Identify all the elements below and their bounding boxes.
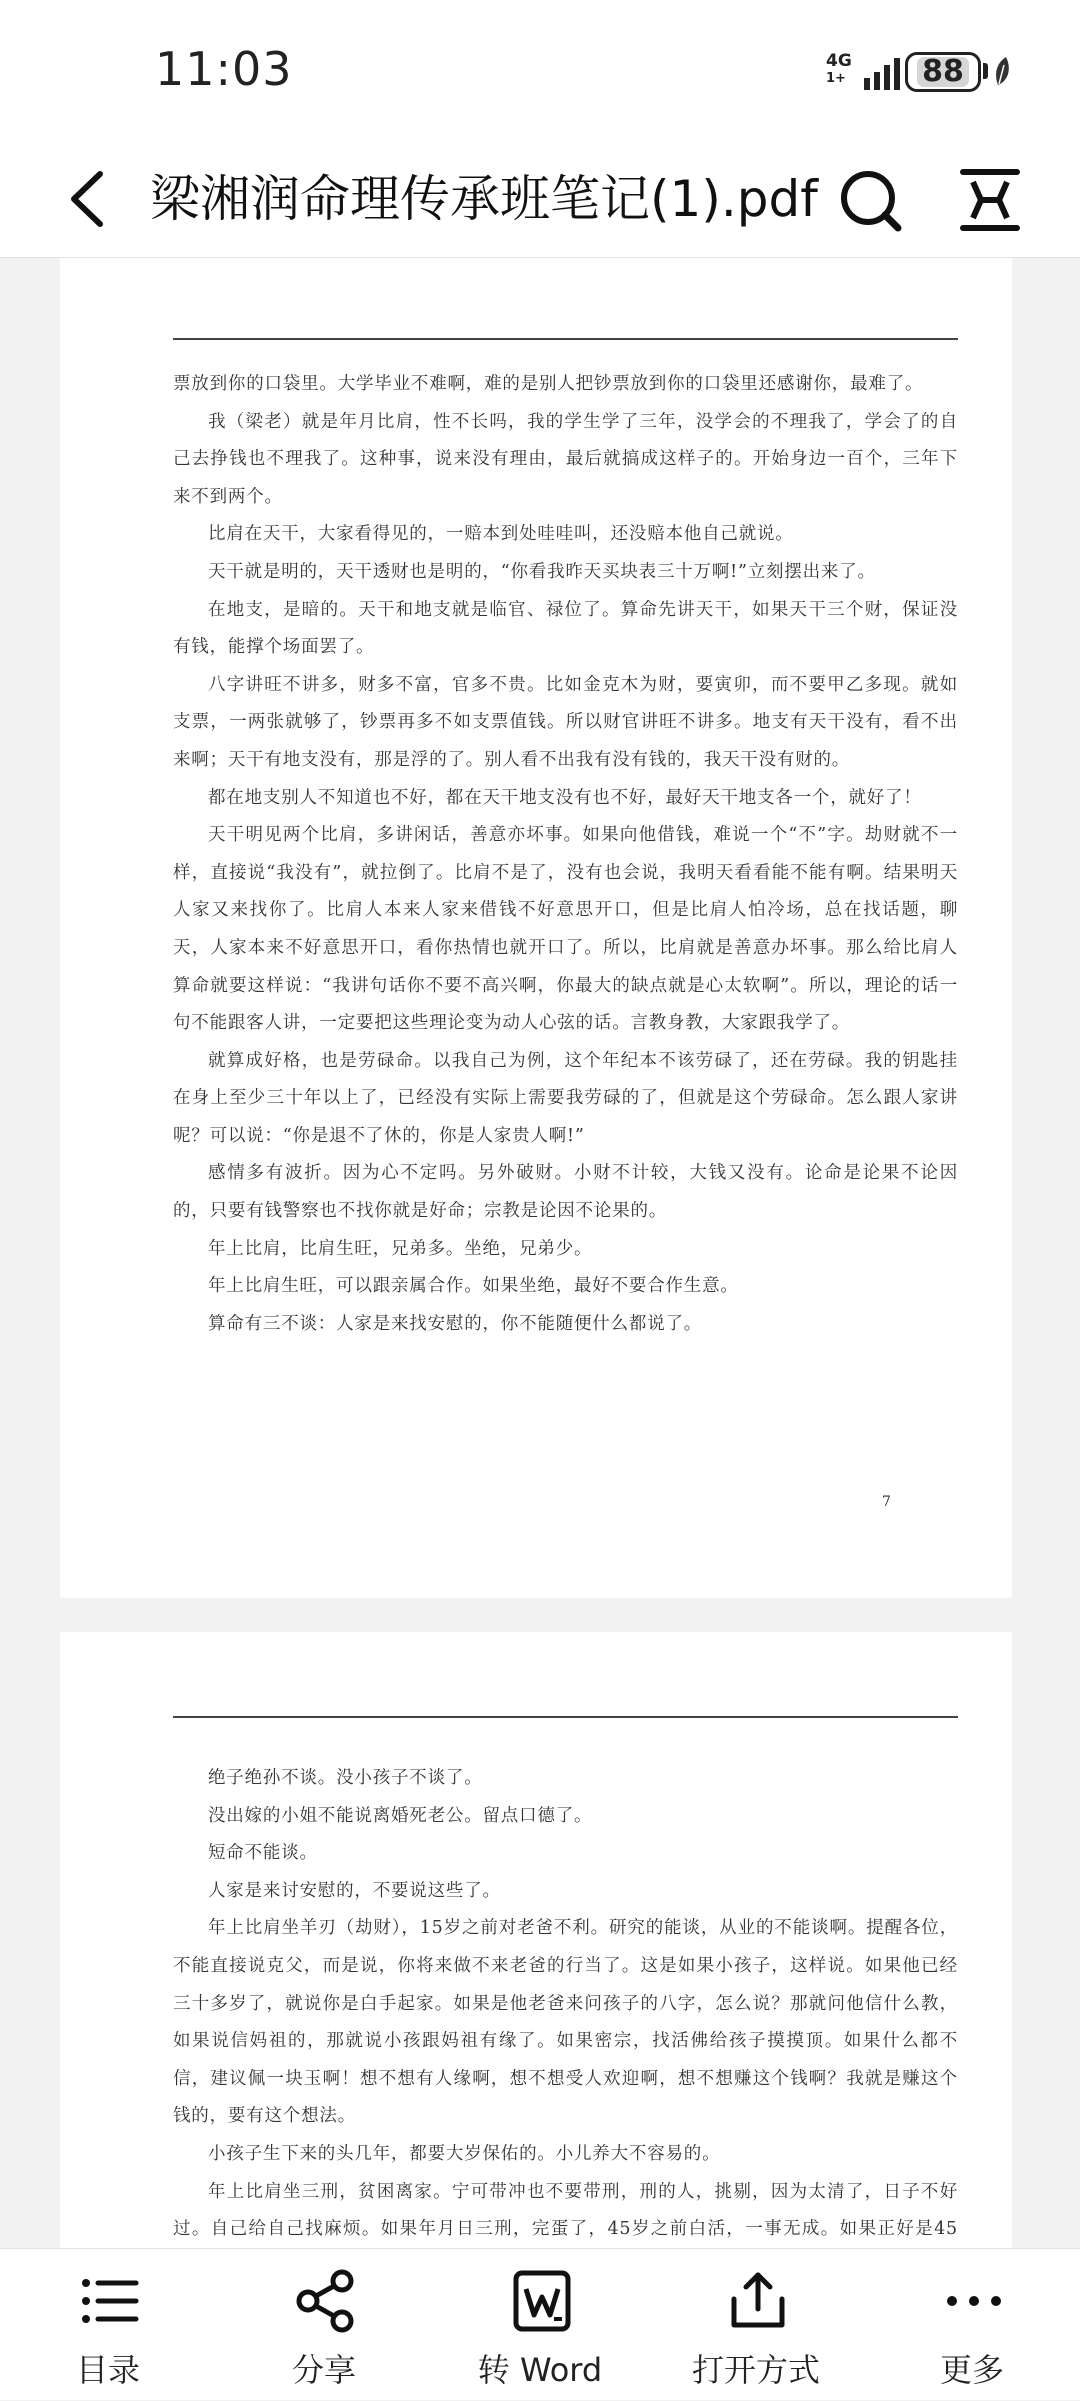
paragraph: 票放到你的口袋里。大学毕业不难啊，难的是别人把钞票放到你的口袋里还感谢你，最难了。 bbox=[173, 374, 924, 394]
back-arrow-icon[interactable] bbox=[58, 160, 128, 238]
clock: 11:03 bbox=[155, 42, 293, 96]
network-sub-label: 1+ bbox=[826, 71, 846, 86]
page-text bbox=[173, 366, 958, 1343]
paragraph: 算命有三不谈：人家是来找安慰的，你不能随便什么都说了。 bbox=[208, 1313, 703, 1334]
open-with-button[interactable] bbox=[656, 2249, 856, 2401]
toc-button[interactable] bbox=[8, 2249, 208, 2401]
pdf-page-8 bbox=[60, 1632, 1012, 2332]
pdf-page-7 bbox=[60, 258, 1012, 1598]
share-label: 分享 bbox=[291, 2351, 356, 2389]
open-with-icon bbox=[726, 2269, 790, 2333]
page-text bbox=[173, 1760, 958, 2286]
page-mode-icon[interactable] bbox=[955, 164, 1025, 236]
more-dots-icon bbox=[942, 2269, 1006, 2333]
paragraph: 天干就是明的，天干透财也是明的，“你看我昨天买块表三十万啊!”立刻摆出来了。 bbox=[208, 561, 876, 582]
paragraph: 年上比肩生旺，可以跟亲属合作。如果坐绝，最好不要合作生意。 bbox=[208, 1276, 739, 1297]
list-icon bbox=[78, 2269, 142, 2333]
status-bar bbox=[0, 0, 1080, 140]
paragraph: 没出嫁的小姐不能说离婚死老公。留点口德了。 bbox=[208, 1805, 593, 1826]
paragraph: 在地支，是暗的。天干和地支就是临官、禄位了。算命先讲天干，如果天干三个财，保证没有钱，能撑个场面罢了。 bbox=[173, 599, 958, 658]
share-button[interactable] bbox=[224, 2249, 424, 2401]
network-type-label bbox=[826, 52, 852, 88]
paragraph: 天干明见两个比肩，多讲闲话，善意亦坏事。如果向他借钱，难说一个“不”字。劫财就不一样，直接说“我没有”，就拉倒了。比肩不是了，没有也会说，我明天看看能不能有啊。结果明天人家又来找你了。比肩人本来人家来借钱不好意思开口，但是比肩人怕冷场，总在找话题，聊天，人家本来不好意思开口，看你热情也就开口了。所以，比肩就是善意办坏事。那么给比肩人算命就要这样说：“我讲句话你不要不高兴啊，你最大的缺点就是心太软啊”。所以，理论的话一句不能跟客人讲，一定要把这些理论变为动人心弦的话。言教身教，大家跟我学了。 bbox=[173, 825, 958, 1034]
toc-label: 目录 bbox=[75, 2351, 140, 2389]
battery-tip bbox=[983, 63, 988, 79]
paragraph: 感情多有波折。因为心不定吗。另外破财。小财不计较，大钱又没有。论命是论果不论因的，只要有钱警察也不找你就是好命；宗教是论因不论果的。 bbox=[173, 1163, 958, 1222]
paragraph: 人家是来讨安慰的，不要说这些了。 bbox=[208, 1880, 501, 1901]
battery-icon bbox=[905, 52, 981, 92]
paragraph: 比肩在天干，大家看得见的，一赔本到处哇哇叫，还没赔本他自己就说。 bbox=[208, 524, 794, 545]
convert-word-label: 转 Word bbox=[477, 2351, 603, 2389]
paragraph: 我（梁老）就是年月比肩，性不长吗，我的学生学了三年，没学会的不理我了，学会了的自己去挣钱也不理我了。这种事，说来没有理由，最后就搞成这样子的。开始身边一百个，三年下来不到两个。 bbox=[173, 411, 958, 507]
eco-leaf-icon bbox=[992, 55, 1012, 89]
more-button[interactable] bbox=[872, 2249, 1072, 2401]
app-header bbox=[0, 140, 1080, 258]
bottom-toolbar bbox=[0, 2248, 1080, 2400]
paragraph: 年上比肩坐三刑，贫困离家。宁可带冲也不要带刑，刑的人，挑剔，因为太清了，日子不好过。自己给自己找麻烦。如果年月日三刑，完蛋了，45岁之前白活，一事无成。如果正好是45 bbox=[173, 2181, 958, 2240]
paragraph: 年上比肩坐羊刃（劫财），15岁之前对老爸不利。研究的能谈，从业的不能谈啊。提醒各位，不能直接说克父，而是说，你将来做不来老爸的行当了。这是如果小孩子，这样说。如果他已经三十多岁了，就说你是白手起家。如果是他老爸来问孩子的八字，怎么说？那就问他信什么教，如果说信妈祖的，那就说小孩跟妈祖有缘了。如果密宗，找活佛给孩子摸摸顶。如果什么都不信，建议佩一块玉啊！想不想有人缘啊，想不想受人欢迎啊，想不想赚这个钱啊？我就是赚这个钱的，要有这个想法。 bbox=[173, 1918, 958, 2127]
word-icon bbox=[510, 2269, 574, 2333]
paragraph: 都在地支别人不知道也不好，都在天干地支没有也不好，最好天干地支各一个，就好了！ bbox=[208, 787, 922, 808]
paragraph: 年上比肩，比肩生旺，兄弟多。坐绝，兄弟少。 bbox=[208, 1238, 593, 1259]
paragraph: 绝子绝孙不谈。没小孩子不谈了。 bbox=[208, 1768, 483, 1788]
search-icon[interactable] bbox=[836, 166, 906, 236]
convert-word-button[interactable] bbox=[440, 2249, 640, 2401]
paragraph: 小孩子生下来的头几年，都要大岁保佑的。小儿养大不容易的。 bbox=[208, 2143, 721, 2164]
open-with-label: 打开方式 bbox=[691, 2351, 820, 2389]
paragraph: 短命不能谈。 bbox=[208, 1843, 318, 1864]
more-label: 更多 bbox=[939, 2351, 1004, 2389]
header-rule bbox=[173, 338, 958, 340]
document-title: 梁湘润命理传承班笔记(1).pdf bbox=[150, 170, 818, 228]
paragraph: 就算成好格，也是劳碌命。以我自己为例，这个年纪本不该劳碌了，还在劳碌。我的钥匙挂在身上至少三十年以上了，已经没有实际上需要我劳碌的了，但就是这个劳碌命。怎么跟人家讲呢？可以说：“你是退不了休的，你是人家贵人啊!” bbox=[173, 1050, 958, 1146]
pdf-viewer[interactable] bbox=[0, 258, 1080, 2248]
paragraph: 八字讲旺不讲多，财多不富，官多不贵。比如金克木为财，要寅卯，而不要甲乙多现。就如支票，一两张就够了，钞票再多不如支票值钱。所以财官讲旺不讲多。地支有天干没有，看不出来啊；天干有地支没有，那是浮的了。别人看不出我有没有钱的，我天干没有财的。 bbox=[173, 674, 958, 770]
network-label: 4G bbox=[826, 51, 852, 71]
share-icon bbox=[294, 2269, 358, 2333]
page-number: 7 bbox=[882, 1494, 891, 1510]
battery-level: 88 bbox=[917, 57, 969, 87]
header-rule bbox=[173, 1716, 958, 1718]
